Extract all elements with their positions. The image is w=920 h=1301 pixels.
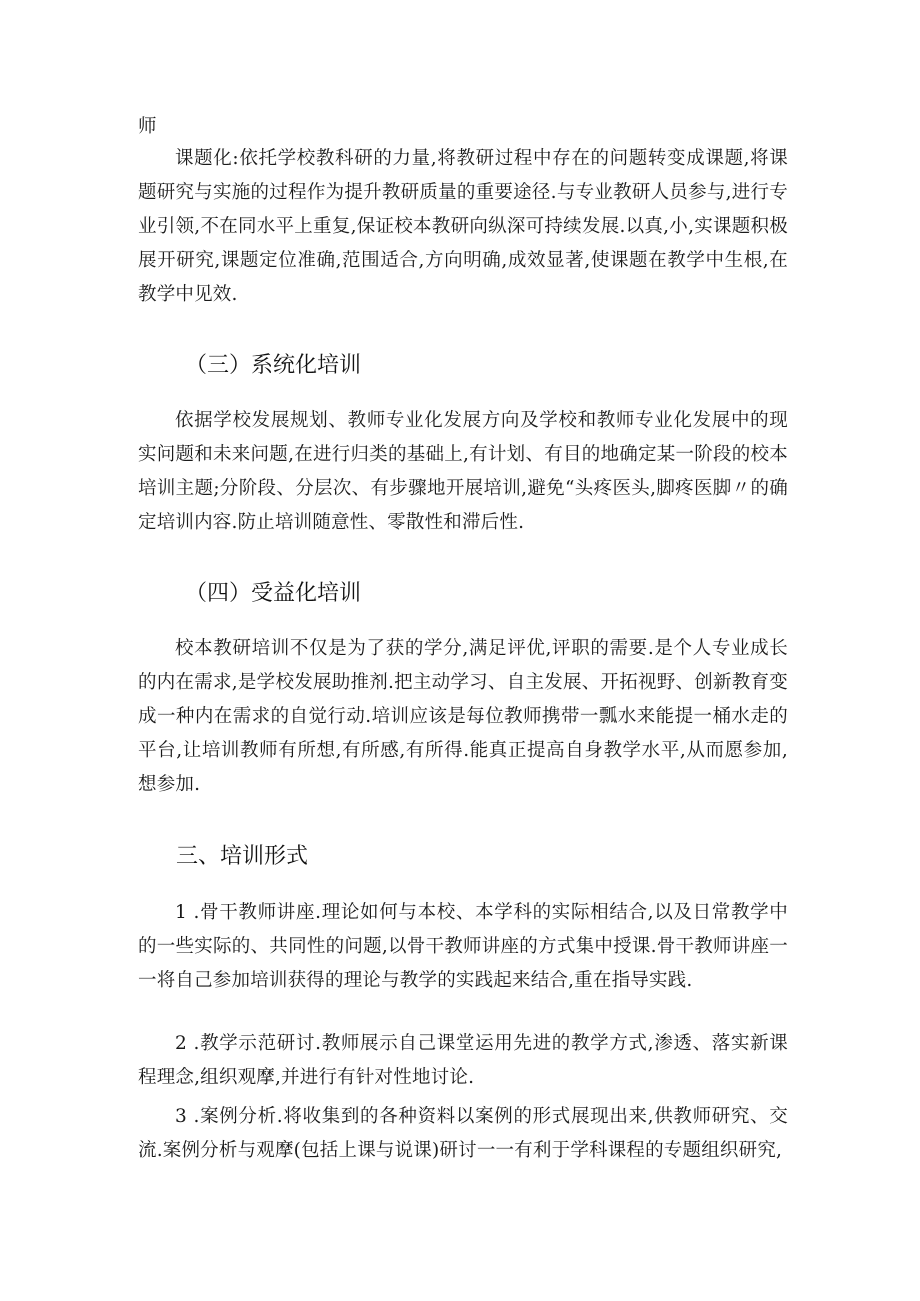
list-item-case-analysis: 3 .案例分析.将收集到的各种资料以案例的形式展现出来,供教师研究、交流.案例分析与观摩(包括上课与说课)研讨一一有利于学科课程的专题组织研究, xyxy=(138,1106,788,1161)
heading-benefit-training: （四）受益化培训 xyxy=(185,581,362,606)
list-item-demonstration: 2 .教学示范研讨.教师展示自己课堂运用先进的教学方式,渗透、落实新课程理念,组织观摩,并进行有针对性地讨论. xyxy=(138,1033,788,1088)
list-item-lectures: 1 .骨干教师讲座.理论如何与本校、本学科的实际相结合,以及日常教学中的一些实际的、共同性的问题,以骨干教师讲座的方式集中授课.骨干教师讲座一一将自己参加培训获得的理论与教学的实践起来结合,重在指导实践. xyxy=(138,902,788,991)
paragraph-systematic: 依据学校发展规划、教师专业化发展方向及学校和教师专业化发展中的现实问题和未来问题,在进行归类的基础上,有计划、有目的地确定某一阶段的校本培训主题;分阶段、分层次、有步骤地开展培训,避免“头疼医头,脚疼医脚〃的确定培训内容.防止培训随意性、零散性和滞后性. xyxy=(138,410,788,533)
fragment-line: 师 xyxy=(138,116,157,137)
heading-systematic-training: （三）系统化培训 xyxy=(185,353,362,378)
paragraph-topic: 课题化:依托学校教科研的力量,将教研过程中存在的问题转变成课题,将课题研究与实施的过程作为提升教研质量的重要途径.与专业教研人员参与,进行专业引领,不在同水平上重复,保证校本教研向纵深可持续发展.以真,小,实课题积极展开研究,课题定位准确,范围适合,方向明确,成效显著,使课题在教学中生根,在教学中见效. xyxy=(138,148,788,305)
heading-training-forms: 三、培训形式 xyxy=(176,844,309,869)
paragraph-benefit: 校本教研培训不仅是为了获的学分,满足评优,评职的需要.是个人专业成长的内在需求,是学校发展助推剂.把主动学习、自主发展、开拓视野、创新教育变成一种内在需求的自觉行动.培训应该是每位教师携带一瓢水来能提一桶水走的平台,让培训教师有所想,有所感,有所得.能真正提高自身教学水平,从而愿参加,想参加. xyxy=(138,638,788,795)
